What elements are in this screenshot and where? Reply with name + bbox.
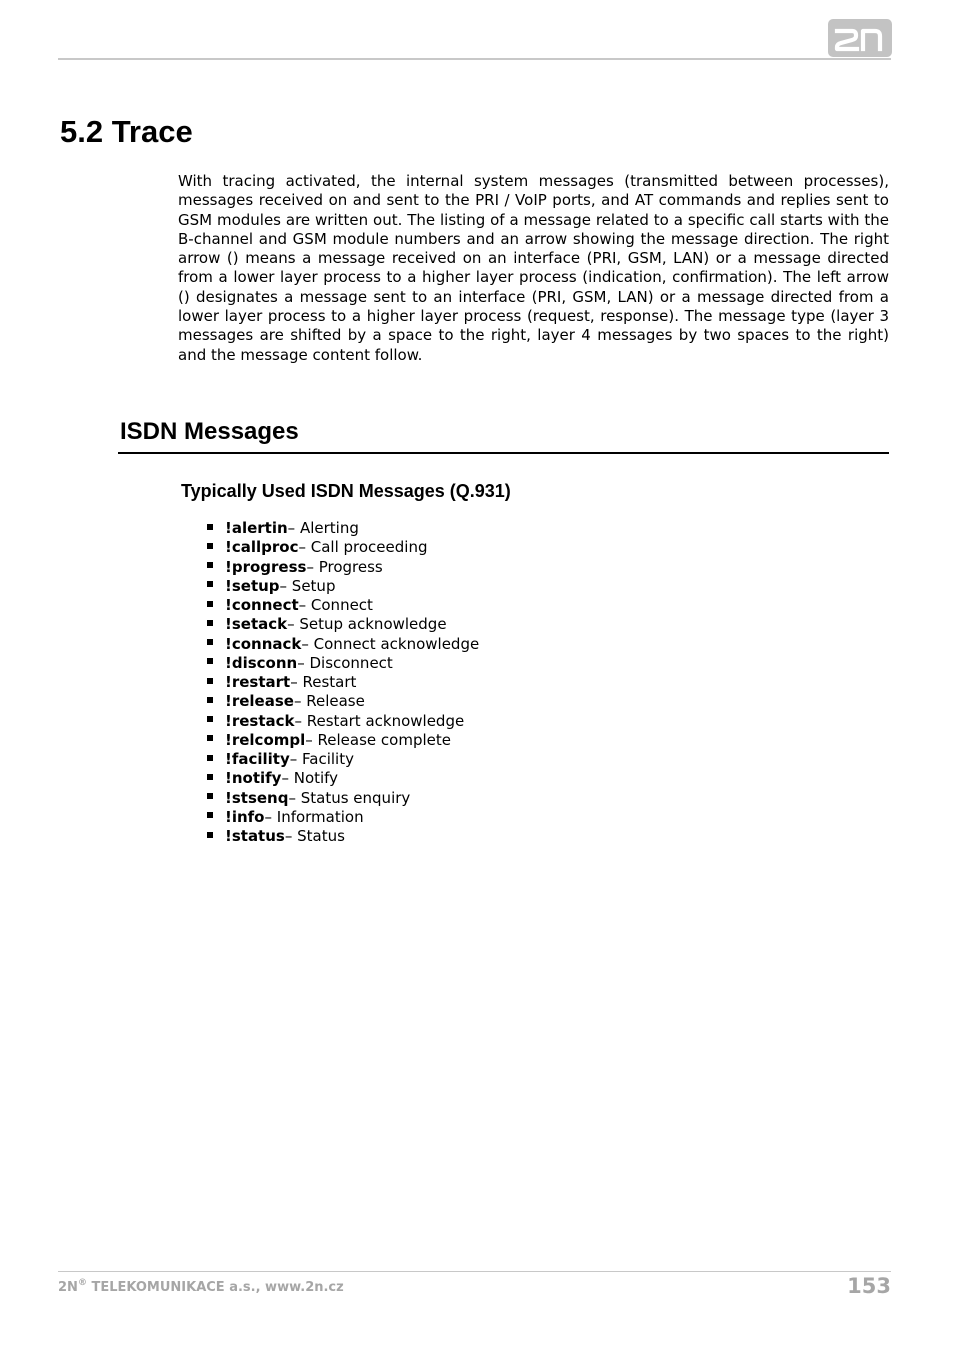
message-command: !setack (225, 615, 288, 634)
list-item (207, 769, 479, 788)
message-description: – Release complete (305, 730, 451, 749)
section-rule (118, 452, 889, 454)
2n-logo (828, 19, 892, 57)
list-item (207, 827, 479, 846)
message-description: – Call proceeding (298, 538, 428, 557)
2n-logo-icon (828, 19, 892, 57)
message-description: – Notify (281, 769, 339, 788)
bullet-icon (207, 716, 213, 722)
page-title: 5.2 Trace (60, 114, 193, 149)
list-item (207, 558, 479, 577)
message-command: !progress (225, 557, 307, 576)
isdn-message-list (207, 519, 479, 846)
bullet-icon (207, 524, 213, 530)
message-description: – Information (264, 807, 364, 826)
message-description: – Facility (289, 750, 354, 768)
message-command: !restart (225, 673, 291, 691)
message-description: – Status enquiry (288, 788, 411, 807)
list-item (207, 538, 479, 557)
message-description: – Restart acknowledge (294, 711, 465, 730)
footer-rule (58, 1271, 891, 1272)
footer-brand: 2N (58, 1280, 78, 1295)
bullet-icon (207, 774, 213, 780)
message-description: – Alerting (287, 519, 359, 537)
header-rule (58, 58, 891, 60)
list-item (207, 577, 479, 596)
footer-company-name: TELEKOMUNIKACE a.s., www.2n.cz (86, 1280, 344, 1295)
section-heading: ISDN Messages (120, 418, 299, 445)
sub-heading: Typically Used ISDN Messages (Q.931) (181, 481, 511, 501)
message-command: !status (225, 827, 285, 845)
bullet-icon (207, 601, 213, 607)
message-command: !disconn (225, 653, 298, 672)
list-item (207, 615, 479, 634)
message-description: – Release (293, 692, 365, 711)
list-item (207, 731, 479, 750)
message-command: !connect (225, 596, 299, 614)
bullet-icon (207, 658, 213, 664)
message-command: !stsenq (225, 788, 289, 807)
bullet-icon (207, 832, 213, 838)
list-item (207, 712, 479, 731)
list-item (207, 750, 479, 769)
message-command: !connack (225, 634, 302, 653)
message-description: – Disconnect (297, 653, 393, 672)
footer-company (58, 1279, 344, 1297)
message-description: – Progress (306, 557, 383, 576)
message-description: – Status (284, 827, 345, 845)
bullet-icon (207, 562, 213, 568)
list-item (207, 692, 479, 711)
bullet-icon (207, 543, 213, 549)
message-command: !info (225, 807, 265, 826)
bullet-icon (207, 581, 213, 587)
message-description: – Setup (279, 576, 336, 595)
message-description: – Connect (298, 596, 373, 614)
list-item (207, 808, 479, 827)
list-item (207, 635, 479, 654)
list-item (207, 519, 479, 538)
bullet-icon (207, 620, 213, 626)
message-command: !alertin (225, 519, 288, 537)
message-description: – Setup acknowledge (287, 615, 447, 634)
list-item (207, 596, 479, 615)
message-command: !relcompl (225, 730, 306, 749)
message-command: !setup (225, 576, 280, 595)
bullet-icon (207, 812, 213, 818)
message-command: !facility (225, 750, 290, 768)
message-command: !callproc (225, 538, 299, 557)
bullet-icon (207, 735, 213, 741)
message-description: – Restart (290, 673, 357, 691)
message-command: !release (225, 692, 294, 711)
intro-paragraph: With tracing activated, the internal system messages (transmitted between processes), messages received on and sent to the PRI / VoIP ports, and AT commands and replies sent to GSM modules are written out. The listing of a message related to a specific call starts with the B-channel and GSM module numbers and an arrow showing the message direction. The right arrow () means a message received on an interface (PRI, GSM, LAN) or a message directed from a lower layer process to a higher layer process (indication, confirmation). The left arrow () designates a message sent to an interface (PRI, GSM, LAN) or a message directed from a lower layer process to a higher layer process (request, response). The message type (layer 3 messages are shifted by a space to the right, layer 4 messages by two spaces to the right) and the message content follow. (178, 172, 889, 364)
list-item (207, 789, 479, 808)
registered-mark: ® (77, 1277, 87, 1288)
page-number: 153 (847, 1274, 891, 1298)
bullet-icon (207, 697, 213, 703)
message-description: – Connect acknowledge (301, 634, 480, 653)
message-command: !restack (225, 711, 295, 730)
bullet-icon (207, 678, 213, 684)
message-command: !notify (225, 769, 282, 788)
bullet-icon (207, 755, 213, 761)
list-item (207, 654, 479, 673)
bullet-icon (207, 639, 213, 645)
list-item (207, 673, 479, 692)
bullet-icon (207, 793, 213, 799)
